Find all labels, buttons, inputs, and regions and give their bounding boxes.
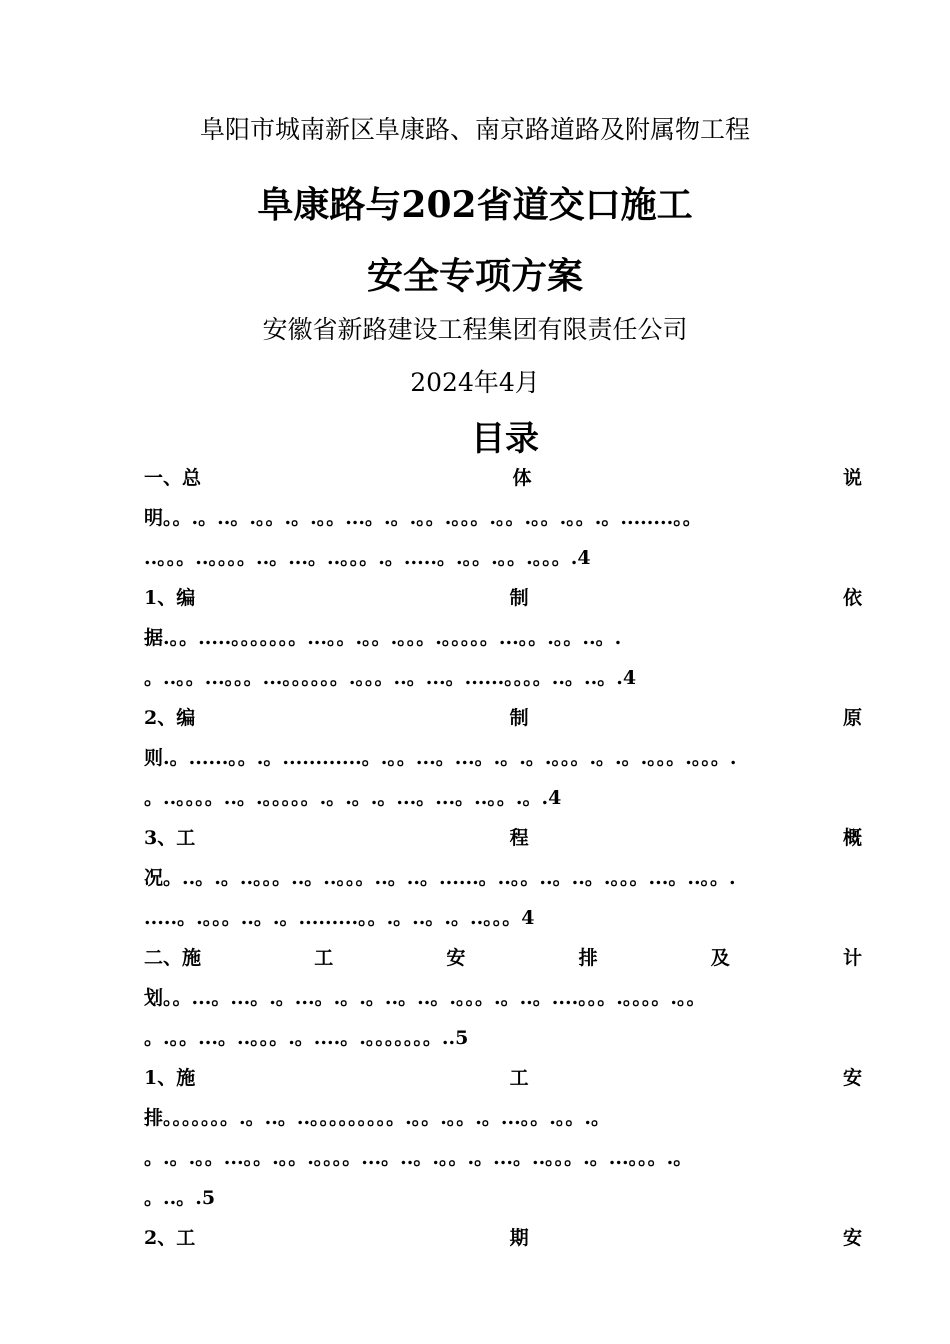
toc-heading-part: 说 bbox=[842, 467, 862, 489]
toc-heading-part: 工 bbox=[509, 1067, 529, 1089]
toc-heading-part: 排 bbox=[578, 947, 598, 969]
toc-heading-part: 1、施 bbox=[144, 1067, 196, 1089]
toc-title: 目录 bbox=[471, 419, 539, 459]
toc-entry[interactable] bbox=[144, 578, 862, 698]
toc-entry-heading bbox=[144, 938, 862, 978]
project-name: 阜阳市城南新区阜康路、南京路道路及附属物工程 bbox=[199, 115, 750, 144]
toc-leader-line-page: 。..。.5 bbox=[144, 1187, 216, 1209]
toc-heading-part: 工 bbox=[314, 947, 334, 969]
toc-entry[interactable] bbox=[144, 1218, 862, 1258]
table-of-contents bbox=[144, 458, 862, 1258]
toc-heading-part: 安 bbox=[446, 947, 466, 969]
toc-heading-part: 二、施 bbox=[144, 947, 202, 969]
toc-heading-part: 一、总 bbox=[144, 467, 202, 489]
toc-entry[interactable] bbox=[144, 458, 862, 578]
toc-leader-line: 排。。。。。。。.。..。..。。。。。。。。。.。。.。。.。...。。.。。.。 bbox=[144, 1107, 610, 1129]
toc-leader-line: 则.。......。。.。............。.。。...。...。.。.。.。。。.。.。.。。。.。。。. bbox=[144, 747, 737, 769]
toc-entry[interactable] bbox=[144, 1058, 862, 1218]
toc-leader-line: 。.。.。。...。。.。。.。。。。...。..。.。。.。...。..。。。.。...。。。.。 bbox=[144, 1147, 693, 1169]
toc-heading-part: 计 bbox=[842, 947, 862, 969]
toc-heading-part: 概 bbox=[842, 827, 862, 849]
toc-entry[interactable] bbox=[144, 698, 862, 818]
toc-leader-line-page: 。..。。。。..。.。。。。。.。.。.。...。...。..。。.。.4 bbox=[144, 787, 562, 809]
toc-heading-part: 期 bbox=[509, 1227, 529, 1249]
toc-heading-part: 2、编 bbox=[144, 707, 196, 729]
toc-entry-heading bbox=[144, 578, 862, 618]
toc-heading-part: 安 bbox=[842, 1067, 862, 1089]
toc-entry-heading bbox=[144, 698, 862, 738]
toc-leader-line: 据.。。.....。。。。。。。...。。.。。.。。。.。。。。。...。。.。。..。. bbox=[144, 627, 622, 649]
toc-heading-part: 2、工 bbox=[144, 1227, 196, 1249]
company-name: 安徽省新路建设工程集团有限责任公司 bbox=[262, 315, 688, 344]
toc-heading-part: 依 bbox=[842, 587, 862, 609]
toc-entry-heading bbox=[144, 1218, 862, 1258]
toc-heading-part: 安 bbox=[842, 1227, 862, 1249]
toc-heading-part: 1、编 bbox=[144, 587, 196, 609]
toc-leader-line-page: 。..。。...。。。...。。。。。。.。。。..。...。......。。。。..。..。.4 bbox=[144, 667, 637, 689]
document-date: 2024年4月 bbox=[410, 368, 540, 397]
document-title-line2: 安全专项方案 bbox=[366, 255, 583, 297]
toc-leader-line-page: 。.。。...。..。。。.。....。.。。。。。。。..5 bbox=[144, 1027, 469, 1049]
toc-leader-line: 划。。...。...。.。...。.。.。..。..。.。。。.。..。....。。。.。。。。.。。 bbox=[144, 987, 706, 1009]
toc-leader-line-page: .....。.。。。..。.。.........。。.。..。.。..。。。4 bbox=[144, 907, 535, 929]
toc-leader-line-page: ..。。。..。。。。..。...。..。。。.。.....。.。。.。。.。。。.4 bbox=[144, 547, 591, 569]
toc-entry-heading bbox=[144, 1058, 862, 1098]
toc-entry-heading bbox=[144, 458, 862, 498]
toc-entry[interactable] bbox=[144, 938, 862, 1058]
toc-heading-part: 及 bbox=[710, 947, 730, 969]
toc-heading-part: 3、工 bbox=[144, 827, 196, 849]
toc-heading-part: 程 bbox=[509, 827, 529, 849]
toc-entry-heading bbox=[144, 818, 862, 858]
toc-entry[interactable] bbox=[144, 818, 862, 938]
toc-heading-part: 体 bbox=[512, 467, 532, 489]
toc-heading-part: 制 bbox=[509, 587, 529, 609]
toc-leader-line: 况。..。.。..。。。..。..。。。..。..。......。..。。..。..。.。。。...。..。。. bbox=[144, 867, 736, 889]
toc-heading-part: 制 bbox=[509, 707, 529, 729]
toc-heading-part: 原 bbox=[842, 707, 862, 729]
document-title-line1: 阜康路与202省道交口施工 bbox=[257, 184, 693, 226]
toc-leader-line: 明。。.。..。.。。.。.。。...。.。.。。.。。。.。。.。。.。。.。........。。 bbox=[144, 507, 702, 529]
